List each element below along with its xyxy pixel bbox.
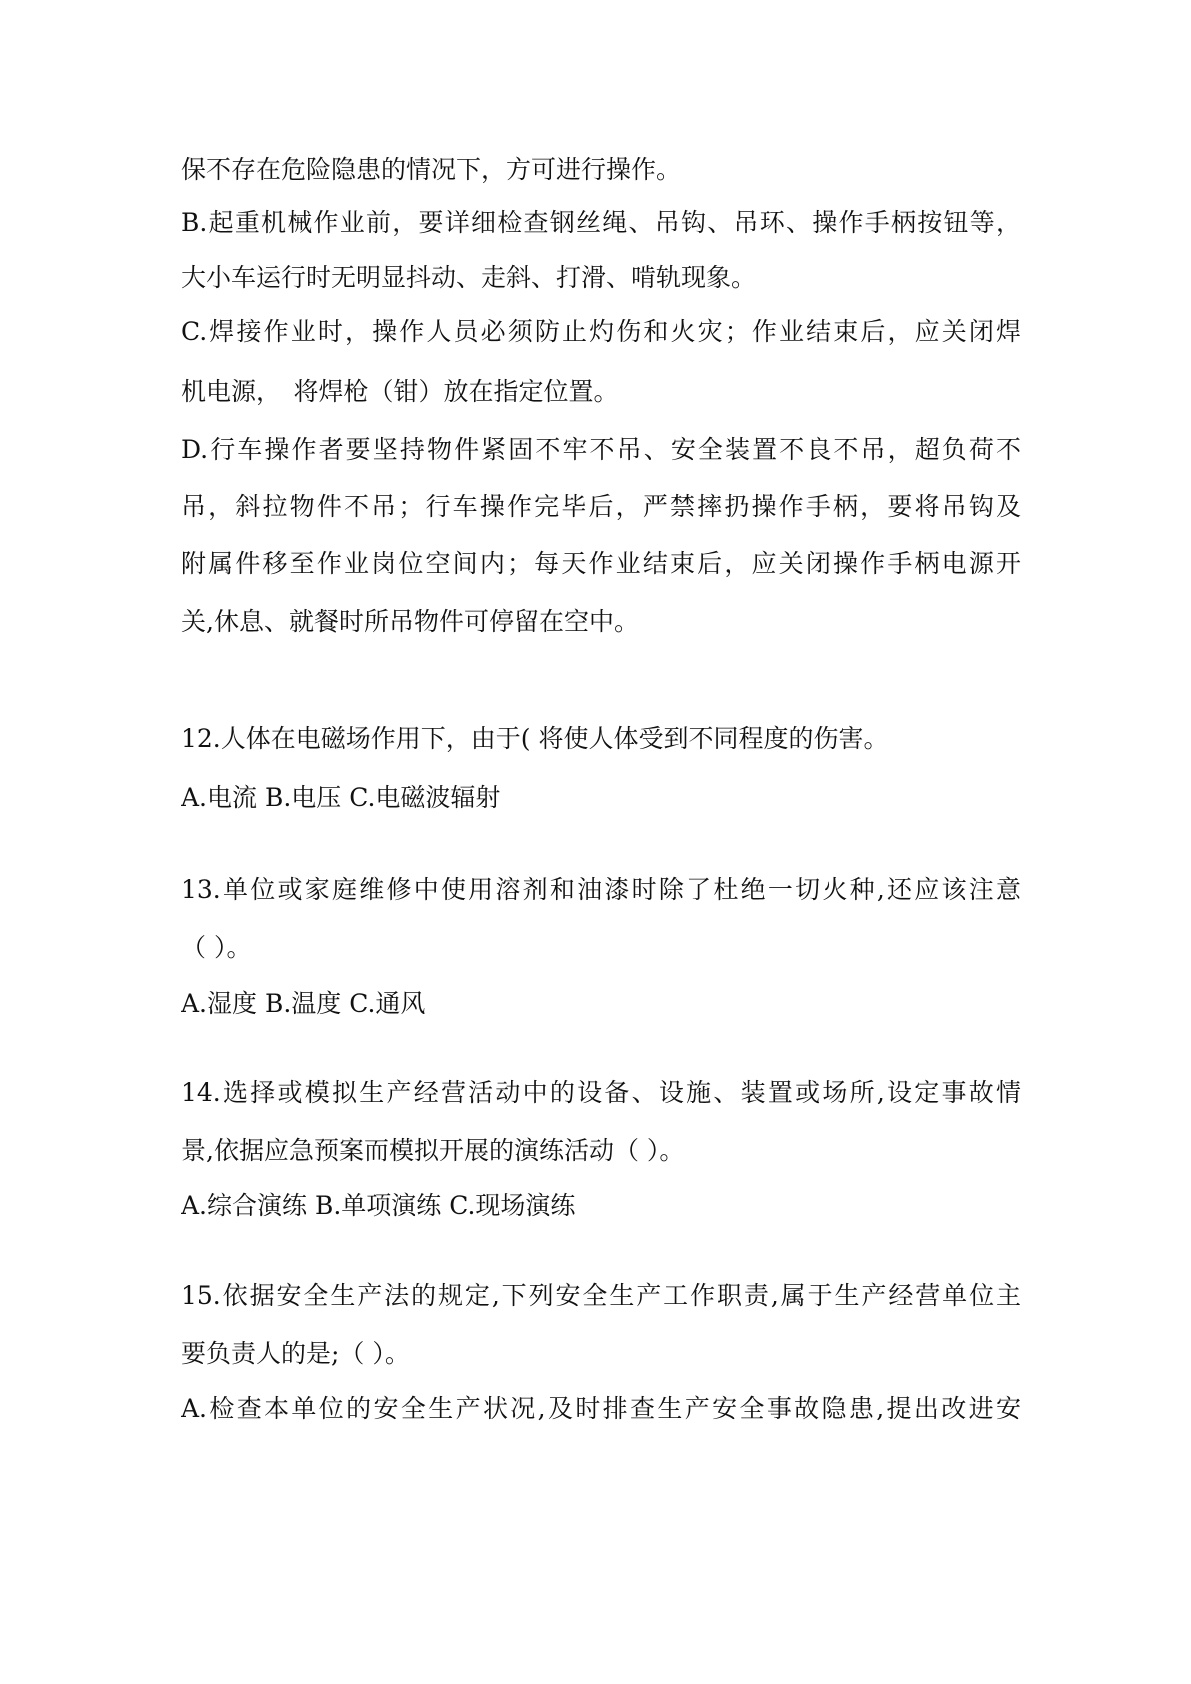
option-c-line-1: C.焊接作业时，操作人员必须防止灼伤和火灾；作业结束后，应关闭焊 xyxy=(181,317,1021,346)
question-12: 12.人体在电磁场作用下，由于( 将使人体受到不同程度的伤害。 xyxy=(181,724,889,753)
question-13-line-1: 13.单位或家庭维修中使用溶剂和油漆时除了杜绝一切火种,还应该注意 xyxy=(181,875,1021,904)
question-15-line-2: 要负责人的是;（ ）。 xyxy=(181,1339,410,1368)
question-13-options: A.湿度 B.温度 C.通风 xyxy=(181,989,426,1018)
question-15-option-a: A.检查本单位的安全生产状况,及时排查生产安全事故隐患,提出改进安 xyxy=(181,1394,1021,1423)
question-14-line-2: 景,依据应急预案而模拟开展的演练活动（ ）。 xyxy=(181,1136,685,1165)
option-d-line-2: 吊，斜拉物件不吊；行车操作完毕后，严禁摔扔操作手柄，要将吊钩及 xyxy=(181,492,1021,521)
text-line-1: 保不存在危险隐患的情况下，方可进行操作。 xyxy=(181,155,682,184)
question-13-line-2: （ ）。 xyxy=(181,933,252,962)
option-b-line-1: B.起重机械作业前，要详细检查钢丝绳、吊钩、吊环、操作手柄按钮等， xyxy=(181,208,1021,237)
option-d-line-4: 关,休息、就餐时所吊物件可停留在空中。 xyxy=(181,607,639,636)
question-12-options: A.电流 B.电压 C.电磁波辐射 xyxy=(181,783,501,812)
question-14-options: A.综合演练 B.单项演练 C.现场演练 xyxy=(181,1191,576,1220)
question-14-line-1: 14.选择或模拟生产经营活动中的设备、设施、装置或场所,设定事故情 xyxy=(181,1078,1021,1107)
option-d-line-1: D.行车操作者要坚持物件紧固不牢不吊、安全装置不良不吊，超负荷不 xyxy=(181,435,1021,464)
option-c-line-2: 机电源， 将焊枪（钳）放在指定位置。 xyxy=(181,377,619,406)
option-d-line-3: 附属件移至作业岗位空间内；每天作业结束后，应关闭操作手柄电源开 xyxy=(181,549,1021,578)
option-b-line-2: 大小车运行时无明显抖动、走斜、打滑、啃轨现象。 xyxy=(181,263,757,292)
question-15-line-1: 15.依据安全生产法的规定,下列安全生产工作职责,属于生产经营单位主 xyxy=(181,1281,1021,1310)
